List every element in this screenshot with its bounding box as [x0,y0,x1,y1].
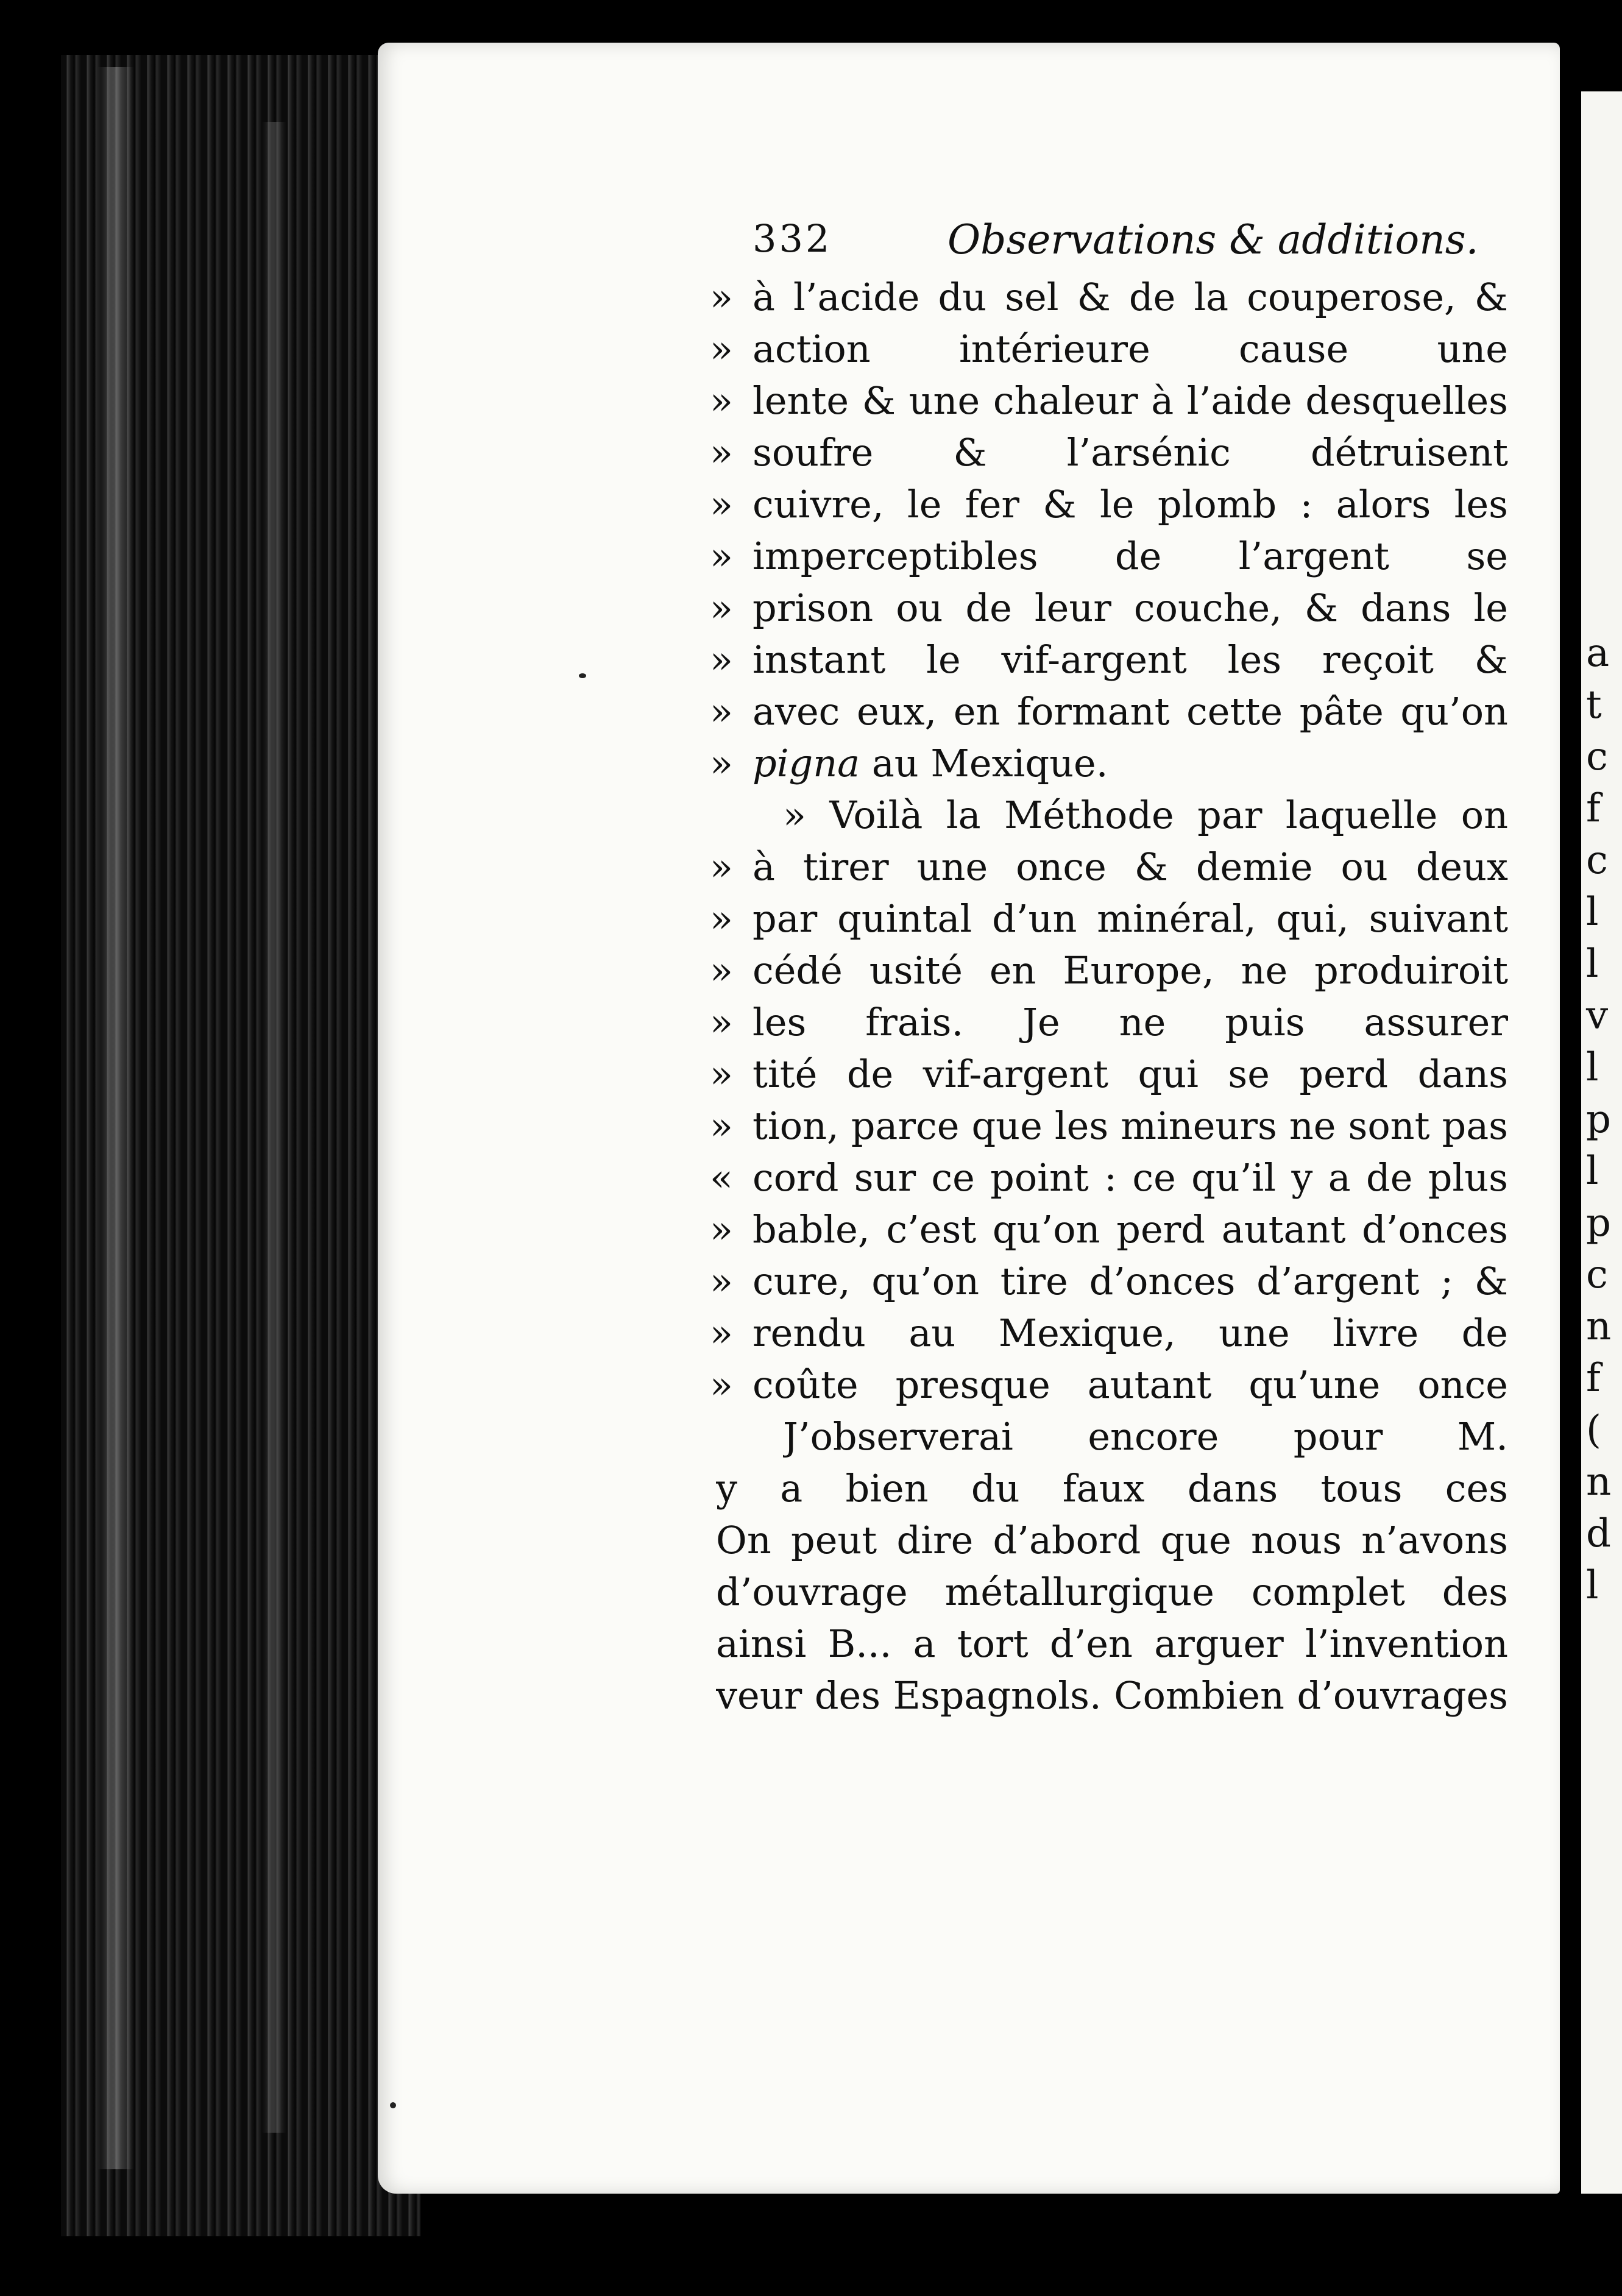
quote-mark: » [710,1362,733,1407]
text-line [710,1255,1508,1307]
line-text: J’observerai encore pour M. [783,1414,1508,1459]
next-page-letter: v [1586,993,1609,1038]
text-line [716,1618,1508,1670]
next-page-letter: c [1586,838,1608,883]
quote-mark: » [710,845,733,889]
quote-mark: » [710,1311,733,1355]
next-page-letter: ( [1586,1408,1601,1453]
quote-mark: » [710,1207,733,1252]
text-line [710,1048,1508,1100]
next-page-letter: t [1586,682,1602,728]
next-page-letter: a [1586,631,1610,676]
spine-highlight [262,122,286,2133]
running-title: Observations & additions. [947,216,1479,263]
text-line [710,634,1508,686]
line-text-rest: au Mexique. [860,741,1108,785]
text-line [716,1462,1508,1514]
text-line [710,323,1508,375]
line-text: bable, c’est qu’on perd autant d’onces [753,1207,1508,1252]
next-page-letter: p [1586,1200,1611,1245]
line-text: tion, parce que les mineurs ne sont pas [753,1104,1508,1148]
text-line [716,1411,1508,1462]
line-text: prison ou de leur couche, & dans le [753,586,1508,630]
next-page-letter: l [1586,890,1599,935]
text-line [710,582,1508,634]
quote-mark: » [710,741,733,785]
line-text: lente & une chaleur à l’aide desquelles [753,378,1508,423]
next-page-letter: c [1586,1252,1608,1297]
line-text: rendu au Mexique, une livre de [753,1311,1508,1355]
line-text: veur des Espagnols. Combien d’ouvrages [716,1673,1508,1718]
next-page-edge [1581,91,1622,2194]
quote-mark: » [710,948,733,993]
line-text: avec eux, en formant cette pâte qu’on [753,689,1508,734]
quote-mark: » [710,1104,733,1148]
text-line [710,1203,1508,1255]
next-page-letter: l [1586,1563,1599,1608]
text-line [710,1152,1508,1203]
page-number: 332 [753,216,832,261]
line-text: cord sur ce point : ce qu’il y a de plus [753,1155,1508,1200]
text-line [710,427,1508,478]
next-page-letter: p [1586,1097,1611,1142]
text-line [716,1566,1508,1618]
line-text: les frais. Je ne puis assurer [753,1000,1508,1044]
next-page-letter: n [1586,1304,1612,1349]
scan-speck [390,2102,396,2108]
line-text: cure, qu’on tire d’onces d’argent ; & [753,1259,1508,1303]
quote-mark: » [710,430,733,475]
text-line [710,1307,1508,1359]
text-line [716,789,1508,841]
line-text: à tirer une once & demie ou deux [753,845,1508,889]
text-line [710,271,1508,323]
quote-mark: » [710,896,733,941]
line-text: ainsi B... a tort d’en arguer l’invention [716,1621,1508,1666]
spine-highlight [97,67,134,2169]
quote-mark: » [710,378,733,423]
body-text [710,271,1508,1721]
line-text: cuivre, le fer & le plomb : alors les [753,482,1508,526]
line-text: à l’acide du sel & de la couperose, & [753,275,1508,319]
line-text: action intérieure cause une [753,327,1508,371]
text-line [710,737,1508,789]
scan-speck [579,673,586,678]
line-text: imperceptibles de l’argent se [753,534,1508,578]
italic-word: pigna [753,741,860,785]
text-line [710,478,1508,530]
line-text: instant le vif-argent les reçoit & [753,637,1508,682]
line-text: cédé usité en Europe, ne produiroit [753,948,1508,993]
text-line [710,530,1508,582]
text-line [710,996,1508,1048]
text-line [710,686,1508,737]
quote-mark: » [710,1259,733,1303]
line-text: tité de vif-argent qui se perd dans [753,1052,1508,1096]
next-page-letter: l [1586,1045,1599,1090]
text-line [710,841,1508,893]
text-line [710,1359,1508,1411]
line-text: soufre & l’arsénic détruisent [753,430,1508,475]
quote-mark: » [710,637,733,682]
next-page-letter: d [1586,1511,1611,1556]
quote-mark: » [710,534,733,578]
text-line [710,1100,1508,1152]
next-page-letter: f [1586,786,1601,831]
text-line [710,944,1508,996]
quote-mark: » [710,689,733,734]
line-text: » Voilà la Méthode par laquelle on [783,793,1508,837]
quote-mark: » [710,482,733,526]
quote-mark: « [710,1155,733,1200]
line-text: coûte presque autant qu’une once [753,1362,1508,1407]
next-page-letter: n [1586,1459,1612,1504]
text-line [716,1514,1508,1566]
quote-mark: » [710,327,733,371]
line-text: On peut dire d’abord que nous n’avons [716,1518,1508,1562]
quote-mark: » [710,1000,733,1044]
next-page-letter: l [1586,941,1599,987]
next-page-letter: l [1586,1149,1599,1194]
line-text: y a bien du faux dans tous ces [716,1466,1508,1511]
line-text [753,737,1508,789]
line-text: par quintal d’un minéral, qui, suivant [753,896,1508,941]
text-line [710,375,1508,427]
next-page-letter: c [1586,734,1608,779]
running-head [716,216,1508,265]
page-text-block [710,216,1508,1721]
line-text: d’ouvrage métallurgique complet des [716,1570,1508,1614]
quote-mark: » [710,1052,733,1096]
quote-mark: » [710,275,733,319]
next-page-letter: f [1586,1356,1601,1401]
text-line [716,1670,1508,1721]
text-line [710,893,1508,944]
quote-mark: » [710,586,733,630]
